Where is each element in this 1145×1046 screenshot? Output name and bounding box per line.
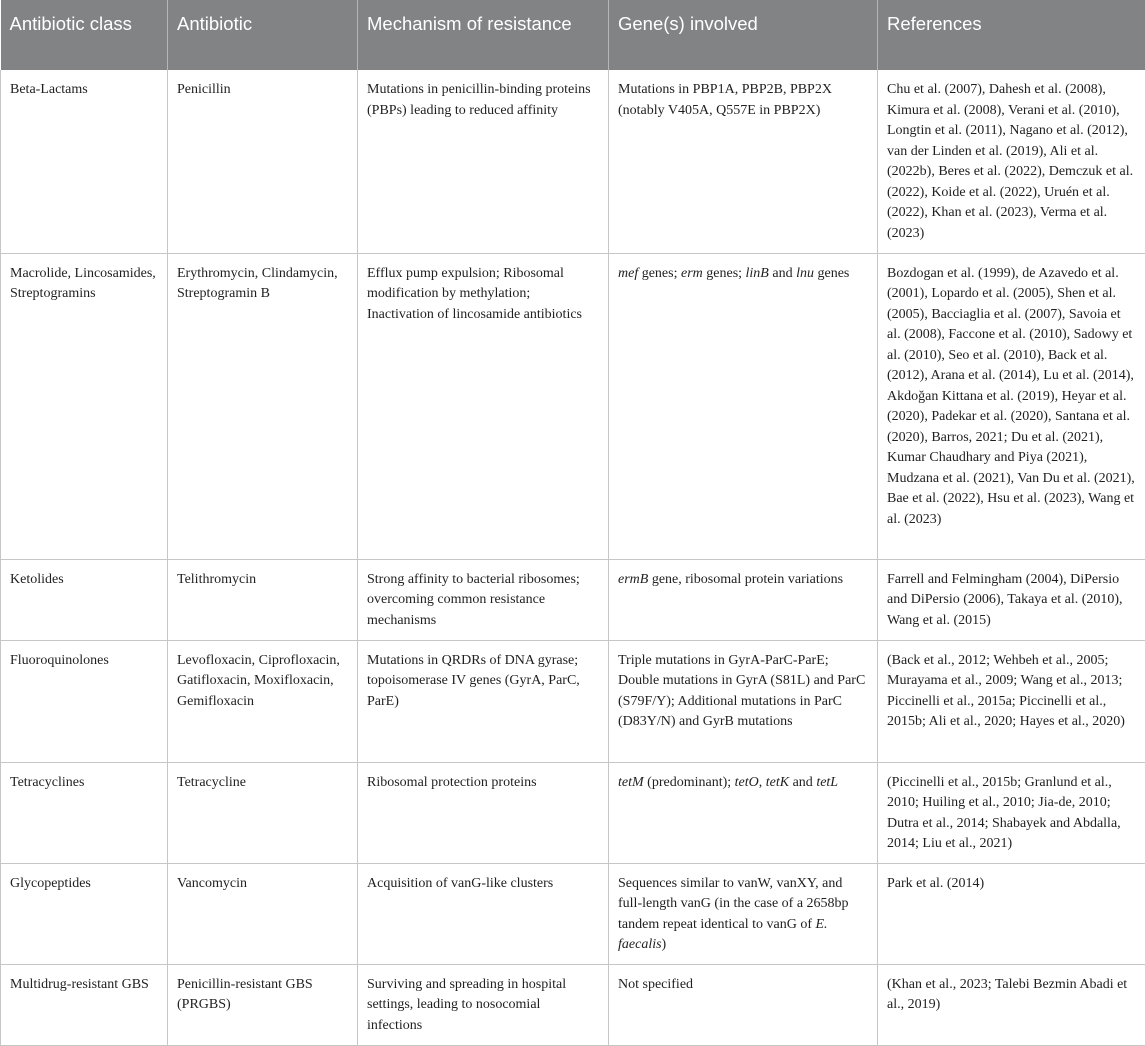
- cell-genes: [609, 253, 878, 559]
- cell-genes: Mutations in PBP1A, PBP2B, PBP2X (notably V405A, Q557E in PBP2X): [609, 70, 878, 253]
- gene-text: ,: [759, 775, 766, 790]
- header-antibiotic-class: Antibiotic class: [1, 0, 168, 70]
- gene-text: and: [789, 775, 816, 790]
- cell-antibiotic: Erythromycin, Clindamycin, Streptogramin B: [168, 253, 358, 559]
- header-genes: Gene(s) involved: [609, 0, 878, 70]
- cell-references: (Back et al., 2012; Wehbeh et al., 2005; Murayama et al., 2009; Wang et al., 2013; Piccinelli et al., 2015a; Piccinelli et al., 2015b; Ali et al., 2020; Hayes et al., 2020): [878, 640, 1145, 762]
- gene-name: E. faecalis: [618, 917, 828, 953]
- gene-name: tetM: [618, 775, 644, 790]
- table-row: [1, 863, 1145, 964]
- cell-references: (Khan et al., 2023; Talebi Bezmin Abadi et al., 2019): [878, 964, 1145, 1045]
- cell-references: Farrell and Felmingham (2004), DiPersio and DiPersio (2006), Takaya et al. (2010), Wang et al. (2015): [878, 559, 1145, 640]
- table-row: [1, 640, 1145, 762]
- cell-antibiotic: Penicillin-resistant GBS (PRGBS): [168, 964, 358, 1045]
- gene-text: genes;: [638, 266, 681, 281]
- header-mechanism: Mechanism of resistance: [358, 0, 609, 70]
- table-row: [1, 253, 1145, 559]
- cell-class: Tetracyclines: [1, 762, 168, 863]
- cell-mechanism: Mutations in QRDRs of DNA gyrase; topoisomerase IV genes (GyrA, ParC, ParE): [358, 640, 609, 762]
- gene-name: erm: [681, 266, 703, 281]
- cell-class: Multidrug-resistant GBS: [1, 964, 168, 1045]
- cell-genes: Triple mutations in GyrA-ParC-ParE; Double mutations in GyrA (S81L) and ParC (S79F/Y); Additional mutations in ParC (D83Y/N) and GyrB mutations: [609, 640, 878, 762]
- gene-text: and: [769, 266, 796, 281]
- gene-name: lnu: [796, 266, 814, 281]
- cell-references: Chu et al. (2007), Dahesh et al. (2008), Kimura et al. (2008), Verani et al. (2010), Longtin et al. (2011), Nagano et al. (2012), van der Linden et al. (2019), Ali et al. (2022b), Beres et al. (2022), Demczuk et al. (2022), Koide et al. (2022), Uruén et al. (2022), Khan et al. (2023), Verma et al. (2023): [878, 70, 1145, 253]
- cell-mechanism: Acquisition of vanG-like clusters: [358, 863, 609, 964]
- gene-text: gene, ribosomal protein variations: [648, 572, 843, 587]
- cell-references: Bozdogan et al. (1999), de Azavedo et al. (2001), Lopardo et al. (2005), Shen et al. (2005), Bacciaglia et al. (2007), Savoia et al. (2008), Faccone et al. (2010), Sadowy et al. (2010), Seo et al. (2010), Back et al. (2012), Arana et al. (2014), Lu et al. (2014), Akdoğan Kittana et al. (2019), Heyar et al. (2020), Padekar et al. (2020), Santana et al. (2020), Barros, 2021; Du et al. (2021), Kumar Chaudhary and Piya (2021), Mudzana et al. (2021), Van Du et al. (2021), Bae et al. (2022), Hsu et al. (2023), Wang et al. (2023): [878, 253, 1145, 559]
- cell-mechanism: Surviving and spreading in hospital settings, leading to nosocomial infections: [358, 964, 609, 1045]
- cell-mechanism: Efflux pump expulsion; Ribosomal modification by methylation; Inactivation of lincosamide antibiotics: [358, 253, 609, 559]
- cell-genes: [609, 559, 878, 640]
- cell-genes: Not specified: [609, 964, 878, 1045]
- table-row: [1, 559, 1145, 640]
- cell-class: Macrolide, Lincosamides, Streptogramins: [1, 253, 168, 559]
- gene-text: genes;: [703, 266, 746, 281]
- cell-genes: [609, 762, 878, 863]
- header-antibiotic: Antibiotic: [168, 0, 358, 70]
- gene-text: genes: [814, 266, 849, 281]
- cell-mechanism: Ribosomal protection proteins: [358, 762, 609, 863]
- cell-antibiotic: Vancomycin: [168, 863, 358, 964]
- cell-genes: [609, 863, 878, 964]
- table-header-row: [1, 0, 1145, 70]
- gene-text: (predominant);: [644, 775, 735, 790]
- cell-antibiotic: Tetracycline: [168, 762, 358, 863]
- cell-antibiotic: Penicillin: [168, 70, 358, 253]
- gene-name: tetK: [766, 775, 789, 790]
- table-row: [1, 964, 1145, 1045]
- cell-class: Ketolides: [1, 559, 168, 640]
- cell-class: Beta-Lactams: [1, 70, 168, 253]
- gene-name: ermB: [618, 572, 648, 587]
- gene-name: linB: [746, 266, 769, 281]
- gene-name: mef: [618, 266, 638, 281]
- gene-text: ): [662, 937, 667, 952]
- gene-name: tetL: [816, 775, 838, 790]
- header-references: References: [878, 0, 1145, 70]
- cell-antibiotic: Telithromycin: [168, 559, 358, 640]
- cell-class: Glycopeptides: [1, 863, 168, 964]
- gene-text: Sequences similar to vanW, vanXY, and full-length vanG (in the case of a 2658bp tandem repeat identical to vanG of: [618, 876, 849, 932]
- cell-mechanism: Strong affinity to bacterial ribosomes; overcoming common resistance mechanisms: [358, 559, 609, 640]
- cell-references: (Piccinelli et al., 2015b; Granlund et al., 2010; Huiling et al., 2010; Jia-de, 2010; Dutra et al., 2014; Shabayek and Abdalla, 2014; Liu et al., 2021): [878, 762, 1145, 863]
- gene-name: tetO: [735, 775, 759, 790]
- table-row: [1, 762, 1145, 863]
- cell-references: Park et al. (2014): [878, 863, 1145, 964]
- cell-class: Fluoroquinolones: [1, 640, 168, 762]
- cell-mechanism: Mutations in penicillin-binding proteins (PBPs) leading to reduced affinity: [358, 70, 609, 253]
- cell-antibiotic: Levofloxacin, Ciprofloxacin, Gatifloxacin, Moxifloxacin, Gemifloxacin: [168, 640, 358, 762]
- table-row: [1, 70, 1145, 253]
